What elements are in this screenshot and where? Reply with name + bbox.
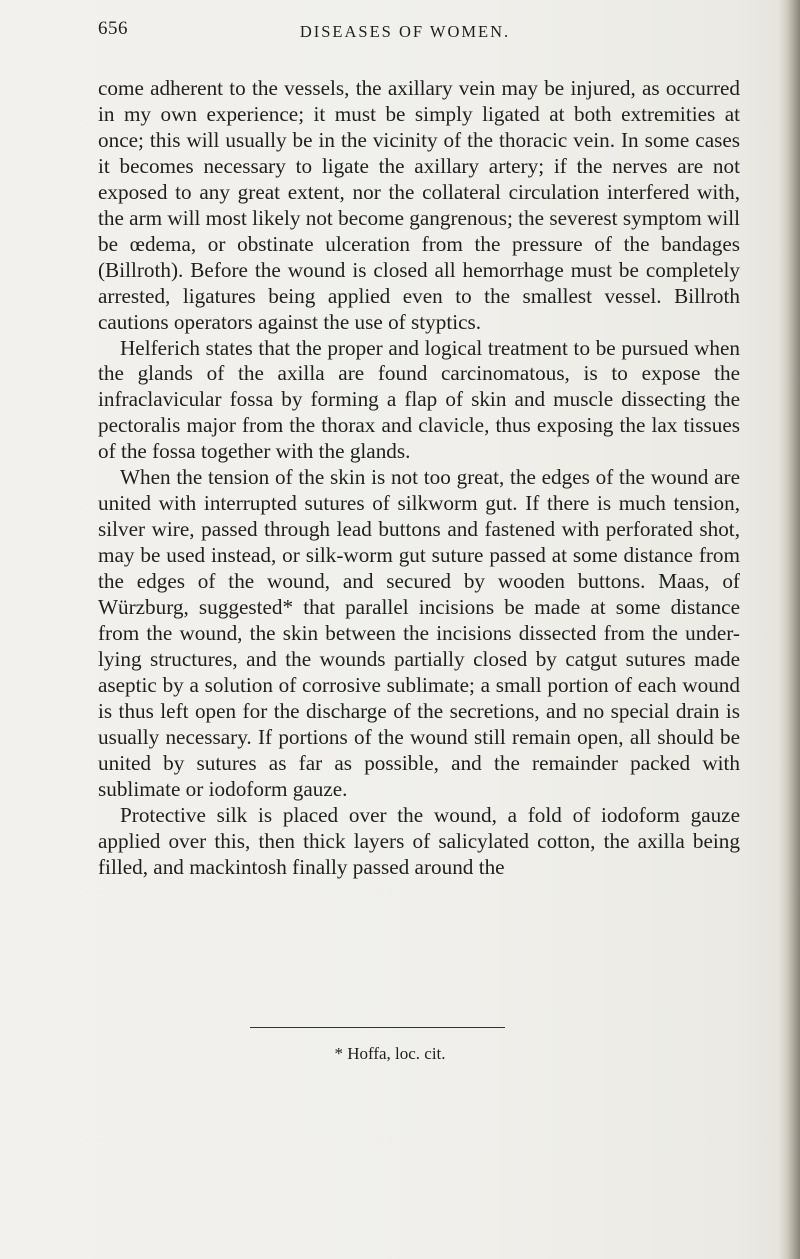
footnote: * Hoffa, loc. cit.	[334, 1044, 446, 1063]
paragraph-3: When the tension of the skin is not too great, the edges of the wound are united with interrupted sutures of silkworm gut. If there is much tension, silver wire, passed through lead buttons and fastened with perforated shot, may be used instead, or silk-worm gut suture passed at some distance from the edges of the wound, and secured by wooden buttons. Maas, of Würzburg, suggested* that parallel incisions be made at some distance from the wound, the skin between the incisions dissected from the under-lying structures, and the wounds partially closed by catgut sutures made aseptic by a solution of corrosive sublimate; a small portion of each wound is thus left open for the discharge of the secretions, and no special drain is usually necessary. If portions of the wound still remain open, all should be united by sutures as far as possible, and the remainder packed with sublimate or iodoform gauze.	[98, 465, 740, 801]
paragraph-1: come adherent to the vessels, the axillary vein may be injured, as occurred in my own experience; it must be simply ligated at both extremities at once; this will usually be in the vicinity of the thoracic vein. In some cases it becomes necessary to ligate the axillary artery; if the nerves are not exposed to any great extent, nor the collateral circulation interfered with, the arm will most likely not become gangrenous; the severest symptom will be œdema, or obstinate ulceration from the pressure of the bandages (Billroth). Before the wound is closed all hemorrhage must be completely arrested, ligatures being applied even to the smallest vessel. Billroth cautions operators against the use of styptics.	[98, 76, 740, 334]
body-text	[98, 76, 740, 881]
page-edge-shadow	[778, 0, 800, 1259]
page-number: 656	[98, 18, 128, 39]
paragraph-4: Protective silk is placed over the wound, a fold of iodoform gauze applied over this, then thick layers of salicylated cotton, the axilla being filled, and mackintosh finally passed around the	[98, 802, 740, 879]
running-head: DISEASES OF WOMEN.	[299, 22, 511, 41]
paragraph-2: Helferich states that the proper and logical treatment to be pursued when the glands of the axilla are found carcinomatous, is to expose the infraclavicular fossa by forming a flap of skin and muscle dissecting the pectoralis major from the thorax and clavicle, thus exposing the lax tissues of the fossa together with the glands.	[98, 335, 740, 464]
footnote-rule	[250, 1027, 505, 1028]
